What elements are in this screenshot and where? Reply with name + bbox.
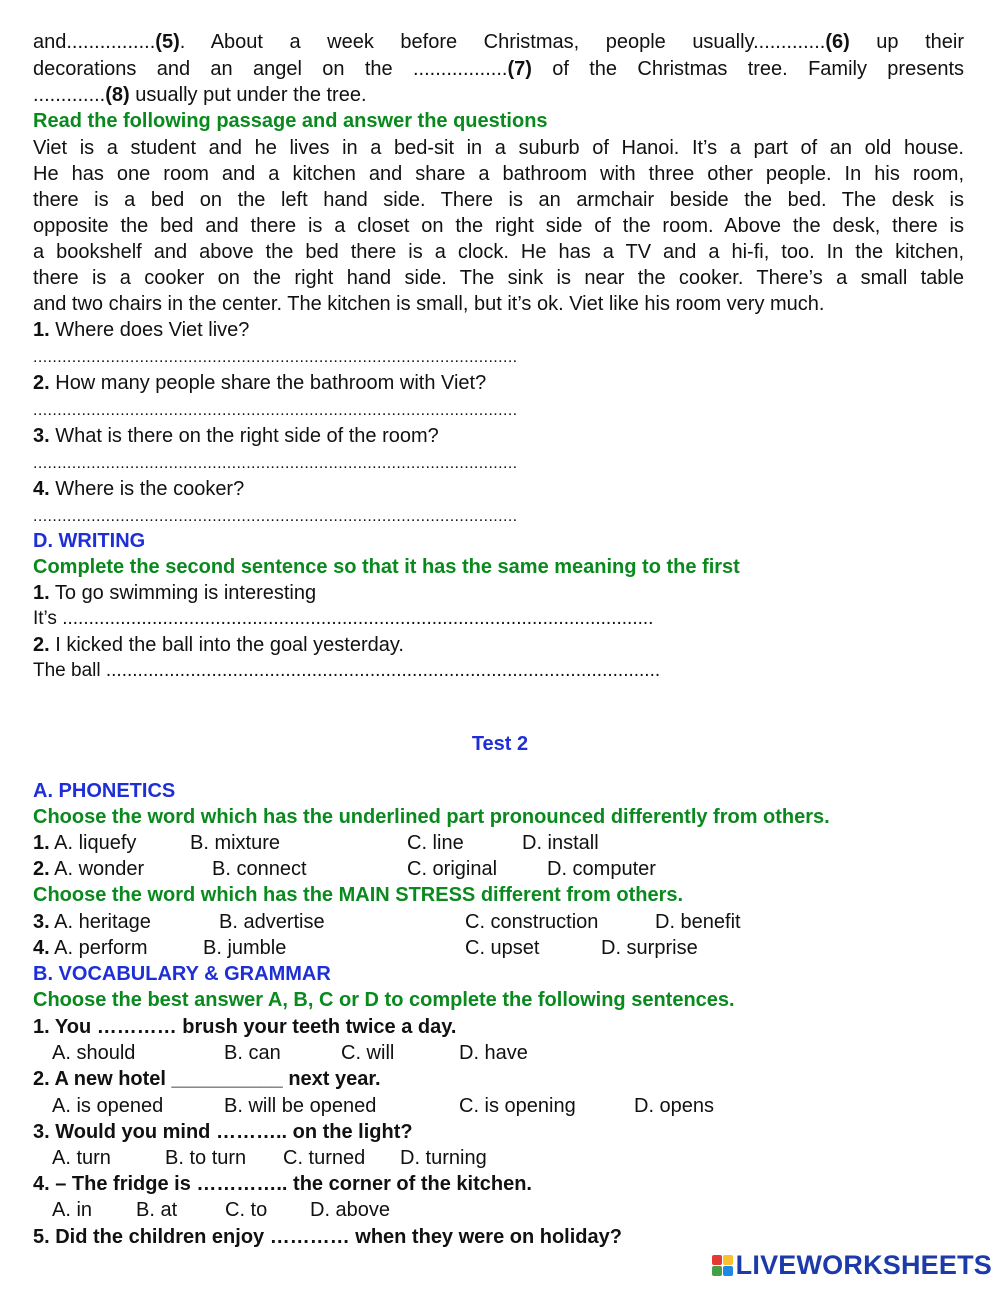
writing-item: 1. To go swimming is interesting <box>33 582 317 604</box>
option-b[interactable]: B. at <box>136 1199 178 1221</box>
option-a[interactable]: A. in <box>52 1199 93 1221</box>
option-a[interactable]: A. should <box>52 1042 136 1064</box>
option-c[interactable]: C. is opening <box>459 1095 576 1117</box>
cloze-line-2: decorations and an angel on the .................(7) of the Christmas tree. Family presents <box>33 58 964 80</box>
passage-line: there is a bed on the left hand side. There is an armchair beside the bed. The desk is <box>33 189 964 211</box>
option-b[interactable]: B. jumble <box>203 937 287 959</box>
option-d[interactable]: D. computer <box>547 858 656 880</box>
reading-question: 4. Where is the cooker? <box>33 478 245 500</box>
liveworksheets-logo-icon <box>712 1255 734 1277</box>
phonetics-instruction: Choose the word which has the underlined part pronounced differently from others. <box>33 806 830 828</box>
writing-title: D. WRITING <box>33 530 146 552</box>
writing-item: 2. I kicked the ball into the goal yesterday. <box>33 634 404 656</box>
question-3: 3. A. heritage <box>33 911 151 933</box>
writing-instruction: Complete the second sentence so that it has the same meaning to the first <box>33 556 740 578</box>
passage-line: and two chairs in the center. The kitchen is small, but it’s ok. Viet like his room very much. <box>33 293 825 315</box>
option-c[interactable]: C. turned <box>283 1147 366 1169</box>
test-title: Test 2 <box>471 733 529 755</box>
grammar-question-5: 5. Did the children enjoy ………… when they were on holiday? <box>33 1226 622 1248</box>
option-c[interactable]: C. line <box>407 832 464 854</box>
option-c[interactable]: C. construction <box>465 911 599 933</box>
option-a[interactable]: A. turn <box>52 1147 111 1169</box>
passage-line: He has one room and a kitchen and share a bathroom with three other people. In his room, <box>33 163 964 185</box>
reading-question: 1. Where does Viet live? <box>33 319 250 341</box>
answer-line[interactable]: .................................................................................................... <box>33 455 518 472</box>
stress-instruction: Choose the word which has the MAIN STRESS different from others. <box>33 884 684 906</box>
grammar-question-3: 3. Would you mind ……….. on the light? <box>33 1121 413 1143</box>
option-c[interactable]: C. original <box>407 858 498 880</box>
cloze-line-3: .............(8) usually put under the tree. <box>33 84 367 106</box>
writing-prompt[interactable]: The ball ......................................................................................................... <box>33 660 661 681</box>
question-1: 1. A. liquefy <box>33 832 137 854</box>
option-d[interactable]: D. above <box>310 1199 391 1221</box>
passage-line: a bookshelf and above the bed there is a clock. He has a TV and a hi-fi, too. In the kitchen, <box>33 241 964 263</box>
answer-line[interactable]: .................................................................................................... <box>33 402 518 419</box>
vocab-title: B. VOCABULARY & GRAMMAR <box>33 963 331 985</box>
grammar-question-2: 2. A new hotel __________ next year. <box>33 1068 381 1090</box>
question-4: 4. A. perform <box>33 937 148 959</box>
option-b[interactable]: B. to turn <box>165 1147 247 1169</box>
option-b[interactable]: B. can <box>224 1042 281 1064</box>
grammar-question-4: 4. – The fridge is ………….. the corner of the kitchen. <box>33 1173 532 1195</box>
option-b[interactable]: B. advertise <box>219 911 325 933</box>
option-d[interactable]: D. surprise <box>601 937 698 959</box>
option-a[interactable]: A. is opened <box>52 1095 164 1117</box>
option-b[interactable]: B. mixture <box>190 832 281 854</box>
passage-line: Viet is a student and he lives in a bed-sit in a suburb of Hanoi. It’s a part of an old house. <box>33 137 964 159</box>
phonetics-title: A. PHONETICS <box>33 780 176 802</box>
passage-line: opposite the bed and there is a closet on the right side of the room. Above the desk, there is <box>33 215 964 237</box>
vocab-instruction: Choose the best answer A, B, C or D to complete the following sentences. <box>33 989 735 1011</box>
grammar-question-1: 1. You ………… brush your teeth twice a day. <box>33 1016 457 1038</box>
option-d[interactable]: D. have <box>459 1042 528 1064</box>
option-c[interactable]: C. will <box>341 1042 395 1064</box>
answer-line[interactable]: .................................................................................................... <box>33 508 518 525</box>
cloze-line-1: and................(5). About a week before Christmas, people usually.............(6) up their <box>33 31 964 53</box>
liveworksheets-logo <box>712 1250 992 1281</box>
option-d[interactable]: D. opens <box>634 1095 715 1117</box>
option-b[interactable]: B. connect <box>212 858 307 880</box>
reading-question: 2. How many people share the bathroom with Viet? <box>33 372 487 394</box>
option-d[interactable]: D. benefit <box>655 911 741 933</box>
option-b[interactable]: B. will be opened <box>224 1095 377 1117</box>
reading-question: 3. What is there on the right side of the room? <box>33 425 439 447</box>
reading-heading: Read the following passage and answer the questions <box>33 110 548 132</box>
question-2: 2. A. wonder <box>33 858 145 880</box>
writing-prompt[interactable]: It’s ................................................................................................................ <box>33 608 654 629</box>
passage-line: there is a cooker on the right hand side. The sink is near the cooker. There’s a small table <box>33 267 964 289</box>
option-d[interactable]: D. install <box>522 832 599 854</box>
answer-line[interactable]: .................................................................................................... <box>33 349 518 366</box>
logo-wordmark: LIVEWORKSHEETS <box>735 1250 992 1280</box>
option-c[interactable]: C. upset <box>465 937 540 959</box>
option-c[interactable]: C. to <box>225 1199 268 1221</box>
option-d[interactable]: D. turning <box>400 1147 487 1169</box>
